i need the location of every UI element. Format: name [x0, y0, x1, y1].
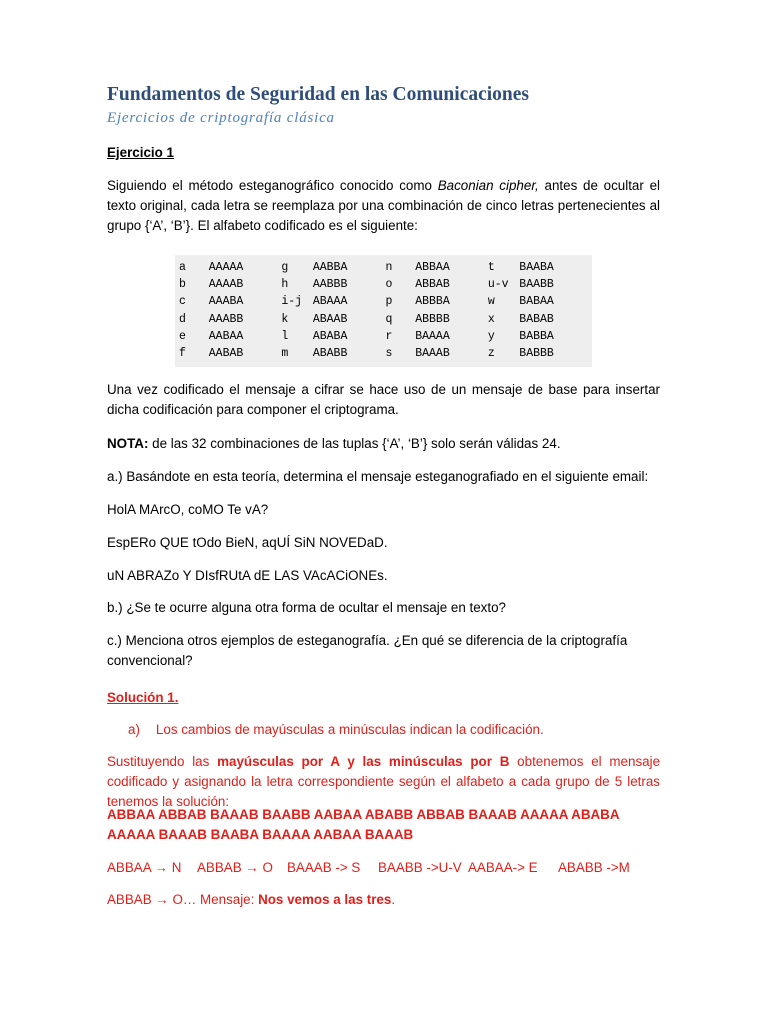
alphabet-letter: a	[179, 261, 186, 274]
decode-item: BAAAB -> S	[287, 860, 361, 875]
alphabet-table	[175, 255, 592, 367]
coded-message: ABBAA ABBAB BAAAB BAABB AABAA ABABB ABBAB BAAAB AAAAA ABABA AAAAA BAAAB BAABA BAAAA AABAA BAAAB	[107, 807, 620, 842]
question-b: b.) ¿Se te ocurre alguna otra forma de ocultar el mensaje en texto?	[107, 600, 506, 615]
alphabet-code: ABAAB	[312, 312, 348, 326]
solution-bold: mayúsculas por A y las minúsculas por B	[217, 754, 510, 769]
email-line-2: EspERo QUE tOdo BieN, aqUÍ SiN NOVEDaD.	[107, 535, 388, 550]
alphabet-letter: c	[179, 295, 186, 309]
alphabet-letter: i-j	[281, 295, 303, 309]
decode-item: BAABB ->U-V	[378, 860, 462, 875]
solution-a-text: Los cambios de mayúsculas a minúsculas indican la codificación.	[155, 722, 544, 737]
alphabet-code: BAAAA	[415, 329, 450, 343]
alphabet-code: BABBB	[519, 347, 554, 361]
document-title: Fundamentos de Seguridad en las Comunicaciones	[107, 84, 530, 105]
final-message: Nos vemos a las tres	[258, 892, 392, 907]
solution-a	[128, 720, 544, 740]
document-subtitle: Ejercicios de criptografía clásica	[107, 110, 335, 126]
alphabet-code: ABABA	[312, 329, 348, 343]
alphabet-letter: e	[179, 329, 186, 343]
question-a: a.) Basándote en esta teoría, determina el mensaje esteganografiado en el siguiente email:	[107, 469, 649, 484]
alphabet-letter: w	[487, 295, 495, 309]
decode-item: ABBAB → O	[197, 860, 273, 875]
alphabet-row	[179, 293, 592, 310]
alphabet-letter: g	[281, 261, 289, 274]
alphabet-letter: f	[179, 347, 186, 361]
alphabet-row	[179, 345, 592, 362]
alphabet-code: BAAAB	[415, 347, 450, 361]
alphabet-code: ABBBA	[415, 295, 450, 309]
alphabet-code: AAABA	[208, 295, 244, 309]
alphabet-code: AABBB	[312, 278, 348, 292]
alphabet-letter: y	[487, 329, 495, 343]
alphabet-letter: u-v	[487, 278, 509, 292]
alphabet-letter: x	[487, 312, 495, 326]
alphabet-letter: t	[487, 261, 495, 274]
alphabet-code: BABAA	[519, 295, 554, 309]
intro-text-1: Siguiendo el método esteganográfico conocido como	[107, 178, 438, 193]
alphabet-letter: b	[179, 278, 186, 292]
alphabet-row	[179, 259, 592, 276]
final-suffix: .	[391, 892, 396, 907]
solution-text-2: obtenemos el mensaje codificado y asignando la letra correspondiente según el alfabeto a cada grupo de 5 letras tenemos la solución:	[107, 754, 661, 809]
alphabet-code: AABBA	[312, 261, 348, 274]
solution-heading: Solución 1.	[107, 690, 179, 705]
intro-text-2: antes de ocultar el texto original, cada letra se reemplaza por una combinación de cinco letras pertenecientes al grupo {‘A’, ‘B’}. El alfabeto codificado es el siguiente:	[107, 178, 660, 233]
email-line-1: HolA MArcO, coMO Te vA?	[107, 502, 269, 517]
alphabet-code: AABAA	[208, 329, 244, 343]
alphabet-letter: q	[385, 312, 393, 326]
alphabet-code: ABBAB	[415, 278, 450, 292]
alphabet-code: BABAB	[519, 312, 554, 326]
alphabet-code: ABBAA	[415, 261, 450, 274]
alphabet-letter: d	[179, 312, 186, 326]
alphabet-code: BAABB	[519, 278, 554, 292]
final-message-line	[107, 890, 395, 910]
decode-item: ABBAA → N	[107, 860, 182, 875]
final-prefix: ABBAB → O… Mensaje:	[107, 892, 259, 907]
intro-italic: Baconian cipher,	[437, 178, 539, 193]
alphabet-code: ABABB	[312, 347, 348, 361]
exercise-heading: Ejercicio 1	[107, 145, 174, 160]
solution-text-1: Sustituyendo las	[107, 754, 218, 769]
alphabet-code: AAAAA	[208, 261, 244, 274]
alphabet-letter: z	[487, 347, 495, 361]
solution-a-marker: a)	[128, 722, 140, 737]
decode-item: AABAA-> E	[468, 860, 538, 875]
solution-paragraph	[107, 752, 660, 812]
alphabet-letter: p	[385, 295, 393, 309]
alphabet-letter: m	[281, 347, 289, 361]
alphabet-letter: s	[385, 347, 393, 361]
alphabet-row	[179, 328, 592, 345]
alphabet-code: AAABB	[208, 312, 244, 326]
alphabet-row	[179, 311, 592, 328]
alphabet-code: ABBBB	[415, 312, 450, 326]
alphabet-code: ABAAA	[312, 295, 348, 309]
decode-item: ABABB ->M	[558, 860, 630, 875]
nota-line	[107, 434, 561, 454]
question-c: c.) Menciona otros ejemplos de esteganografía. ¿En qué se diferencia de la criptografía convencional?	[107, 633, 628, 668]
alphabet-letter: o	[385, 278, 393, 292]
alphabet-letter: l	[281, 329, 289, 343]
alphabet-letter: k	[281, 312, 289, 326]
alphabet-code: BABBA	[519, 329, 554, 343]
alphabet-code: BAABA	[519, 261, 554, 274]
nota-label: NOTA:	[107, 436, 149, 451]
alphabet-letter: h	[281, 278, 289, 292]
alphabet-code: AABAB	[208, 347, 244, 361]
nota-text: de las 32 combinaciones de las tuplas {‘A’, ‘B’} solo serán válidas 24.	[148, 436, 561, 451]
after-table-paragraph: Una vez codificado el mensaje a cifrar se hace uso de un mensaje de base para insertar dicha codificación para componer el criptograma.	[107, 382, 660, 417]
email-line-3: uN ABRAZo Y DIsfRUtA dE LAS VAcACiONEs.	[107, 568, 388, 583]
alphabet-code: AAAAB	[208, 278, 244, 292]
alphabet-row	[179, 276, 592, 293]
alphabet-letter: n	[385, 261, 393, 274]
intro-paragraph	[107, 176, 660, 236]
alphabet-letter: r	[385, 329, 393, 343]
